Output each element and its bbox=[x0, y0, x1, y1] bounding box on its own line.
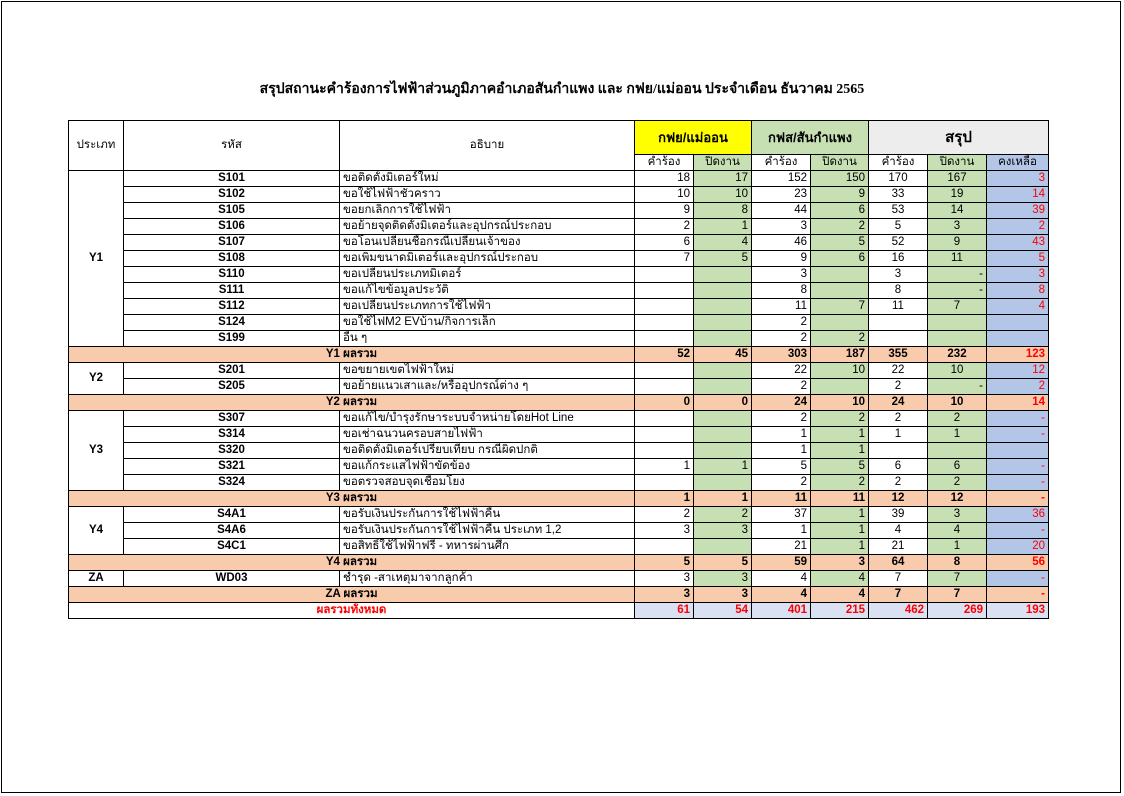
value-cell-remain: 36 bbox=[987, 507, 1049, 523]
value-cell-a-close: 8 bbox=[694, 203, 752, 219]
code-cell: S4C1 bbox=[124, 539, 340, 555]
value-cell-b-close: 2 bbox=[811, 411, 869, 427]
value-cell-a-close bbox=[694, 475, 752, 491]
table-row bbox=[69, 443, 1049, 459]
grand-total-row bbox=[69, 603, 1049, 619]
value-cell-a-close bbox=[694, 427, 752, 443]
description-cell: ขอสิทธิ์ใช้ไฟฟ้าฟรี - ทหารผ่านศึก bbox=[340, 539, 635, 555]
code-cell: S106 bbox=[124, 219, 340, 235]
subtotal-b-close: 10 bbox=[811, 395, 869, 411]
subtotal-s-close: 8 bbox=[928, 555, 987, 571]
code-cell: S199 bbox=[124, 331, 340, 347]
grand-total-label: ผลรวมทั้งหมด bbox=[69, 603, 635, 619]
value-cell-s-req: 4 bbox=[869, 523, 928, 539]
value-cell-b-req: 1 bbox=[752, 443, 811, 459]
value-cell-s-close: 7 bbox=[928, 299, 987, 315]
table-row bbox=[69, 459, 1049, 475]
table-row bbox=[69, 331, 1049, 347]
table-row bbox=[69, 523, 1049, 539]
type-cell: Y4 bbox=[69, 507, 124, 555]
value-cell-a-req bbox=[635, 443, 694, 459]
code-cell: S105 bbox=[124, 203, 340, 219]
value-cell-b-req: 46 bbox=[752, 235, 811, 251]
subtotal-label: Y4 ผลรวม bbox=[69, 555, 635, 571]
description-cell: ขอรับเงินประกันการใช้ไฟฟ้าคืน bbox=[340, 507, 635, 523]
value-cell-a-req bbox=[635, 411, 694, 427]
value-cell-b-close: 5 bbox=[811, 459, 869, 475]
header-summary-closed: ปิดงาน bbox=[928, 155, 987, 171]
type-cell: ZA bbox=[69, 571, 124, 587]
table-row bbox=[69, 299, 1049, 315]
value-cell-a-close bbox=[694, 283, 752, 299]
value-cell-s-req: 2 bbox=[869, 379, 928, 395]
value-cell-a-req: 9 bbox=[635, 203, 694, 219]
value-cell-a-close bbox=[694, 299, 752, 315]
header-group1-request: คำร้อง bbox=[635, 155, 694, 171]
description-cell: ขอเปลี่ยนประเภทการใช้ไฟฟ้า bbox=[340, 299, 635, 315]
description-cell: ขอแก้กระแสไฟฟ้าขัดข้อง bbox=[340, 459, 635, 475]
value-cell-a-close bbox=[694, 315, 752, 331]
subtotal-remain: 56 bbox=[987, 555, 1049, 571]
value-cell-b-req: 4 bbox=[752, 571, 811, 587]
description-cell: ขอแก้ไข/บำรุงรักษาระบบจำหน่ายโดยHot Line bbox=[340, 411, 635, 427]
value-cell-a-req: 2 bbox=[635, 507, 694, 523]
subtotal-row bbox=[69, 347, 1049, 363]
value-cell-a-close: 17 bbox=[694, 171, 752, 187]
value-cell-remain: - bbox=[987, 571, 1049, 587]
value-cell-a-close: 1 bbox=[694, 459, 752, 475]
description-cell: ขอรับเงินประกันการใช้ไฟฟ้าคืน ประเภท 1,2 bbox=[340, 523, 635, 539]
code-cell: WD03 bbox=[124, 571, 340, 587]
code-cell: S108 bbox=[124, 251, 340, 267]
table-row bbox=[69, 363, 1049, 379]
value-cell-b-req: 8 bbox=[752, 283, 811, 299]
value-cell-remain: 12 bbox=[987, 363, 1049, 379]
value-cell-s-close: 9 bbox=[928, 235, 987, 251]
header-group1-closed: ปิดงาน bbox=[694, 155, 752, 171]
subtotal-row bbox=[69, 395, 1049, 411]
code-cell: S205 bbox=[124, 379, 340, 395]
subtotal-b-close: 187 bbox=[811, 347, 869, 363]
value-cell-b-close: 7 bbox=[811, 299, 869, 315]
value-cell-a-close bbox=[694, 363, 752, 379]
value-cell-remain: 2 bbox=[987, 219, 1049, 235]
table-row bbox=[69, 171, 1049, 187]
grand-total-b-close: 215 bbox=[811, 603, 869, 619]
value-cell-s-close bbox=[928, 443, 987, 459]
header-group2: กฟส/สันกำแพง bbox=[752, 121, 869, 155]
table-row bbox=[69, 427, 1049, 443]
value-cell-s-req bbox=[869, 331, 928, 347]
value-cell-remain bbox=[987, 443, 1049, 459]
value-cell-a-close: 10 bbox=[694, 187, 752, 203]
value-cell-s-close: 10 bbox=[928, 363, 987, 379]
table-row bbox=[69, 203, 1049, 219]
value-cell-s-close: 4 bbox=[928, 523, 987, 539]
table-row bbox=[69, 267, 1049, 283]
code-cell: S102 bbox=[124, 187, 340, 203]
description-cell: ขอใช้ไฟM2 EVบ้าน/กิจการเล็ก bbox=[340, 315, 635, 331]
value-cell-s-close: 167 bbox=[928, 171, 987, 187]
subtotal-label: ZA ผลรวม bbox=[69, 587, 635, 603]
value-cell-s-close: - bbox=[928, 267, 987, 283]
value-cell-b-close: 9 bbox=[811, 187, 869, 203]
grand-total-b-req: 401 bbox=[752, 603, 811, 619]
value-cell-remain: 5 bbox=[987, 251, 1049, 267]
value-cell-b-req: 2 bbox=[752, 475, 811, 491]
code-cell: S111 bbox=[124, 283, 340, 299]
value-cell-a-close: 3 bbox=[694, 571, 752, 587]
value-cell-b-close bbox=[811, 379, 869, 395]
type-cell: Y1 bbox=[69, 171, 124, 347]
value-cell-b-close: 2 bbox=[811, 219, 869, 235]
value-cell-s-req: 8 bbox=[869, 283, 928, 299]
value-cell-s-req: 16 bbox=[869, 251, 928, 267]
description-cell: ขอติดตั้งมิเตอร์เปรียบเทียบ กรณีผิดปกติ bbox=[340, 443, 635, 459]
value-cell-remain: - bbox=[987, 523, 1049, 539]
subtotal-a-close: 1 bbox=[694, 491, 752, 507]
grand-total-a-close: 54 bbox=[694, 603, 752, 619]
value-cell-s-req bbox=[869, 443, 928, 459]
value-cell-b-req: 23 bbox=[752, 187, 811, 203]
type-cell: Y3 bbox=[69, 411, 124, 491]
value-cell-a-req bbox=[635, 315, 694, 331]
description-cell: ชำรุด -สาเหตุมาจากลูกค้า bbox=[340, 571, 635, 587]
value-cell-b-close bbox=[811, 283, 869, 299]
value-cell-a-req bbox=[635, 539, 694, 555]
header-group2-request: คำร้อง bbox=[752, 155, 811, 171]
value-cell-b-req: 5 bbox=[752, 459, 811, 475]
subtotal-a-req: 0 bbox=[635, 395, 694, 411]
value-cell-a-req bbox=[635, 475, 694, 491]
subtotal-b-close: 11 bbox=[811, 491, 869, 507]
value-cell-a-req bbox=[635, 267, 694, 283]
value-cell-a-close: 4 bbox=[694, 235, 752, 251]
subtotal-a-close: 3 bbox=[694, 587, 752, 603]
value-cell-s-close: - bbox=[928, 379, 987, 395]
value-cell-b-req: 152 bbox=[752, 171, 811, 187]
value-cell-s-close: 11 bbox=[928, 251, 987, 267]
description-cell: ขอเช่าฉนวนครอบสายไฟฟ้า bbox=[340, 427, 635, 443]
code-cell: S4A1 bbox=[124, 507, 340, 523]
value-cell-remain: 2 bbox=[987, 379, 1049, 395]
value-cell-remain: - bbox=[987, 475, 1049, 491]
table-row bbox=[69, 251, 1049, 267]
value-cell-remain: - bbox=[987, 427, 1049, 443]
subtotal-s-req: 24 bbox=[869, 395, 928, 411]
subtotal-s-close: 12 bbox=[928, 491, 987, 507]
header-summary: สรุป bbox=[869, 121, 1049, 155]
value-cell-a-close bbox=[694, 379, 752, 395]
grand-total-a-req: 61 bbox=[635, 603, 694, 619]
value-cell-s-req: 21 bbox=[869, 539, 928, 555]
subtotal-a-req: 52 bbox=[635, 347, 694, 363]
value-cell-a-req: 10 bbox=[635, 187, 694, 203]
subtotal-b-req: 303 bbox=[752, 347, 811, 363]
value-cell-remain: 20 bbox=[987, 539, 1049, 555]
grand-total-s-close: 269 bbox=[928, 603, 987, 619]
value-cell-a-req bbox=[635, 299, 694, 315]
value-cell-a-close: 5 bbox=[694, 251, 752, 267]
subtotal-s-close: 10 bbox=[928, 395, 987, 411]
table-row bbox=[69, 379, 1049, 395]
value-cell-b-req: 3 bbox=[752, 219, 811, 235]
value-cell-b-req: 11 bbox=[752, 299, 811, 315]
value-cell-s-req: 7 bbox=[869, 571, 928, 587]
value-cell-a-close bbox=[694, 443, 752, 459]
code-cell: S201 bbox=[124, 363, 340, 379]
code-cell: S320 bbox=[124, 443, 340, 459]
value-cell-s-close: - bbox=[928, 283, 987, 299]
value-cell-s-close: 3 bbox=[928, 507, 987, 523]
subtotal-row bbox=[69, 491, 1049, 507]
value-cell-a-req: 18 bbox=[635, 171, 694, 187]
subtotal-a-req: 1 bbox=[635, 491, 694, 507]
value-cell-b-req: 44 bbox=[752, 203, 811, 219]
subtotal-row bbox=[69, 587, 1049, 603]
value-cell-a-close: 3 bbox=[694, 523, 752, 539]
value-cell-b-close: 5 bbox=[811, 235, 869, 251]
value-cell-b-close bbox=[811, 267, 869, 283]
value-cell-s-req: 33 bbox=[869, 187, 928, 203]
value-cell-remain bbox=[987, 315, 1049, 331]
value-cell-remain: 43 bbox=[987, 235, 1049, 251]
subtotal-a-req: 3 bbox=[635, 587, 694, 603]
report-title: สรุปสถานะคำร้องการไฟฟ้าส่วนภูมิภาคอำเภอสันกำแพง และ กฟย/แม่ออน ประจำเดือน ธันวาคม 2565 bbox=[259, 82, 865, 97]
value-cell-remain: 3 bbox=[987, 171, 1049, 187]
value-cell-s-close: 7 bbox=[928, 571, 987, 587]
value-cell-s-close: 1 bbox=[928, 539, 987, 555]
code-cell: S321 bbox=[124, 459, 340, 475]
grand-total-remain: 193 bbox=[987, 603, 1049, 619]
value-cell-remain: 14 bbox=[987, 187, 1049, 203]
subtotal-a-req: 5 bbox=[635, 555, 694, 571]
value-cell-b-req: 22 bbox=[752, 363, 811, 379]
value-cell-b-req: 1 bbox=[752, 427, 811, 443]
value-cell-b-close: 1 bbox=[811, 443, 869, 459]
subtotal-s-req: 7 bbox=[869, 587, 928, 603]
value-cell-b-close: 1 bbox=[811, 427, 869, 443]
subtotal-s-req: 355 bbox=[869, 347, 928, 363]
value-cell-s-req: 52 bbox=[869, 235, 928, 251]
table-row bbox=[69, 475, 1049, 491]
code-cell: S101 bbox=[124, 171, 340, 187]
value-cell-a-req: 3 bbox=[635, 523, 694, 539]
value-cell-s-close: 6 bbox=[928, 459, 987, 475]
code-cell: S112 bbox=[124, 299, 340, 315]
subtotal-label: Y2 ผลรวม bbox=[69, 395, 635, 411]
value-cell-b-close: 1 bbox=[811, 507, 869, 523]
header-group2-closed: ปิดงาน bbox=[811, 155, 869, 171]
value-cell-s-req: 11 bbox=[869, 299, 928, 315]
value-cell-remain: 8 bbox=[987, 283, 1049, 299]
subtotal-remain: - bbox=[987, 587, 1049, 603]
subtotal-remain: - bbox=[987, 491, 1049, 507]
value-cell-b-req: 37 bbox=[752, 507, 811, 523]
code-cell: S314 bbox=[124, 427, 340, 443]
table-row bbox=[69, 539, 1049, 555]
value-cell-b-close: 4 bbox=[811, 571, 869, 587]
value-cell-a-close bbox=[694, 539, 752, 555]
value-cell-a-req bbox=[635, 363, 694, 379]
value-cell-b-req: 3 bbox=[752, 267, 811, 283]
description-cell: ขอตรวจสอบจุดเชื่อมโยง bbox=[340, 475, 635, 491]
subtotal-b-req: 4 bbox=[752, 587, 811, 603]
subtotal-s-req: 12 bbox=[869, 491, 928, 507]
value-cell-a-close bbox=[694, 267, 752, 283]
subtotal-label: Y1 ผลรวม bbox=[69, 347, 635, 363]
value-cell-s-close: 2 bbox=[928, 411, 987, 427]
value-cell-b-close: 1 bbox=[811, 523, 869, 539]
value-cell-a-req: 1 bbox=[635, 459, 694, 475]
value-cell-b-req: 1 bbox=[752, 523, 811, 539]
code-cell: S110 bbox=[124, 267, 340, 283]
value-cell-s-close: 3 bbox=[928, 219, 987, 235]
subtotal-remain: 14 bbox=[987, 395, 1049, 411]
value-cell-s-req: 170 bbox=[869, 171, 928, 187]
value-cell-remain: 4 bbox=[987, 299, 1049, 315]
code-cell: S324 bbox=[124, 475, 340, 491]
value-cell-s-req: 2 bbox=[869, 411, 928, 427]
value-cell-b-req: 21 bbox=[752, 539, 811, 555]
description-cell: ขอโอนเปลี่ยนชื่อกรณีเปลี่ยนเจ้าของ bbox=[340, 235, 635, 251]
grand-total-s-req: 462 bbox=[869, 603, 928, 619]
description-cell: ขอเปลี่ยนประเภทมิเตอร์ bbox=[340, 267, 635, 283]
subtotal-b-req: 59 bbox=[752, 555, 811, 571]
description-cell: อื่น ๆ bbox=[340, 331, 635, 347]
table-row bbox=[69, 411, 1049, 427]
value-cell-a-close bbox=[694, 411, 752, 427]
value-cell-b-req: 2 bbox=[752, 315, 811, 331]
value-cell-a-close bbox=[694, 331, 752, 347]
value-cell-a-req: 3 bbox=[635, 571, 694, 587]
table-row bbox=[69, 571, 1049, 587]
subtotal-b-req: 24 bbox=[752, 395, 811, 411]
subtotal-s-close: 232 bbox=[928, 347, 987, 363]
subtotal-b-close: 3 bbox=[811, 555, 869, 571]
value-cell-b-close: 2 bbox=[811, 331, 869, 347]
value-cell-s-close: 1 bbox=[928, 427, 987, 443]
value-cell-remain bbox=[987, 331, 1049, 347]
value-cell-b-close: 150 bbox=[811, 171, 869, 187]
description-cell: ขอเพิ่มขนาดมิเตอร์และอุปกรณ์ประกอบ bbox=[340, 251, 635, 267]
table-body bbox=[69, 171, 1049, 619]
value-cell-a-req: 2 bbox=[635, 219, 694, 235]
description-cell: ขอยกเลิกการใช้ไฟฟ้า bbox=[340, 203, 635, 219]
description-cell: ขอย้ายจุดติดตั้งมิเตอร์และอุปกรณ์ประกอบ bbox=[340, 219, 635, 235]
value-cell-s-req: 2 bbox=[869, 475, 928, 491]
value-cell-a-req: 7 bbox=[635, 251, 694, 267]
description-cell: ขอขยายเขตไฟฟ้าใหม่ bbox=[340, 363, 635, 379]
value-cell-a-req: 6 bbox=[635, 235, 694, 251]
subtotal-a-close: 0 bbox=[694, 395, 752, 411]
description-cell: ขอใช้ไฟฟ้าชั่วคราว bbox=[340, 187, 635, 203]
table-row bbox=[69, 219, 1049, 235]
subtotal-s-close: 7 bbox=[928, 587, 987, 603]
value-cell-b-req: 2 bbox=[752, 411, 811, 427]
table-row bbox=[69, 507, 1049, 523]
value-cell-s-req: 39 bbox=[869, 507, 928, 523]
subtotal-row bbox=[69, 555, 1049, 571]
value-cell-s-close: 2 bbox=[928, 475, 987, 491]
code-cell: S124 bbox=[124, 315, 340, 331]
value-cell-a-close: 1 bbox=[694, 219, 752, 235]
value-cell-remain: 39 bbox=[987, 203, 1049, 219]
table-row bbox=[69, 315, 1049, 331]
code-cell: S4A6 bbox=[124, 523, 340, 539]
value-cell-s-close bbox=[928, 331, 987, 347]
value-cell-s-close: 19 bbox=[928, 187, 987, 203]
header-group1: กฟย/แม่ออน bbox=[635, 121, 752, 155]
subtotal-a-close: 45 bbox=[694, 347, 752, 363]
value-cell-s-req: 5 bbox=[869, 219, 928, 235]
code-cell: S107 bbox=[124, 235, 340, 251]
value-cell-b-close: 6 bbox=[811, 251, 869, 267]
value-cell-remain: 3 bbox=[987, 267, 1049, 283]
header-type: ประเภท bbox=[69, 121, 124, 171]
value-cell-s-req: 53 bbox=[869, 203, 928, 219]
subtotal-label: Y3 ผลรวม bbox=[69, 491, 635, 507]
subtotal-s-req: 64 bbox=[869, 555, 928, 571]
value-cell-s-close: 14 bbox=[928, 203, 987, 219]
table-row bbox=[69, 235, 1049, 251]
value-cell-b-close: 10 bbox=[811, 363, 869, 379]
table-row bbox=[69, 283, 1049, 299]
value-cell-s-req: 1 bbox=[869, 427, 928, 443]
summary-table bbox=[68, 120, 1049, 619]
value-cell-remain: - bbox=[987, 411, 1049, 427]
value-cell-s-req: 6 bbox=[869, 459, 928, 475]
value-cell-b-close: 2 bbox=[811, 475, 869, 491]
value-cell-b-req: 9 bbox=[752, 251, 811, 267]
subtotal-remain: 123 bbox=[987, 347, 1049, 363]
value-cell-a-req bbox=[635, 331, 694, 347]
header-summary-request: คำร้อง bbox=[869, 155, 928, 171]
code-cell: S307 bbox=[124, 411, 340, 427]
table-row bbox=[69, 187, 1049, 203]
value-cell-b-close: 1 bbox=[811, 539, 869, 555]
subtotal-a-close: 5 bbox=[694, 555, 752, 571]
value-cell-b-req: 2 bbox=[752, 331, 811, 347]
header-summary-remaining: คงเหลือ bbox=[987, 155, 1049, 171]
subtotal-b-req: 11 bbox=[752, 491, 811, 507]
description-cell: ขอแก้ไขข้อมูลประวัติ bbox=[340, 283, 635, 299]
value-cell-a-req bbox=[635, 379, 694, 395]
value-cell-b-req: 2 bbox=[752, 379, 811, 395]
value-cell-s-req: 3 bbox=[869, 267, 928, 283]
value-cell-b-close bbox=[811, 315, 869, 331]
header-code: รหัส bbox=[124, 121, 340, 171]
subtotal-b-close: 4 bbox=[811, 587, 869, 603]
value-cell-remain: - bbox=[987, 459, 1049, 475]
value-cell-b-close: 6 bbox=[811, 203, 869, 219]
header-desc: อธิบาย bbox=[340, 121, 635, 171]
value-cell-a-req bbox=[635, 427, 694, 443]
type-cell: Y2 bbox=[69, 363, 124, 395]
description-cell: ขอติดตั้งมิเตอร์ใหม่ bbox=[340, 171, 635, 187]
value-cell-s-close bbox=[928, 315, 987, 331]
value-cell-s-req: 22 bbox=[869, 363, 928, 379]
value-cell-a-close: 2 bbox=[694, 507, 752, 523]
value-cell-a-req bbox=[635, 283, 694, 299]
description-cell: ขอย้ายแนวเสาและ/หรืออุปกรณ์ต่าง ๆ bbox=[340, 379, 635, 395]
value-cell-s-req bbox=[869, 315, 928, 331]
